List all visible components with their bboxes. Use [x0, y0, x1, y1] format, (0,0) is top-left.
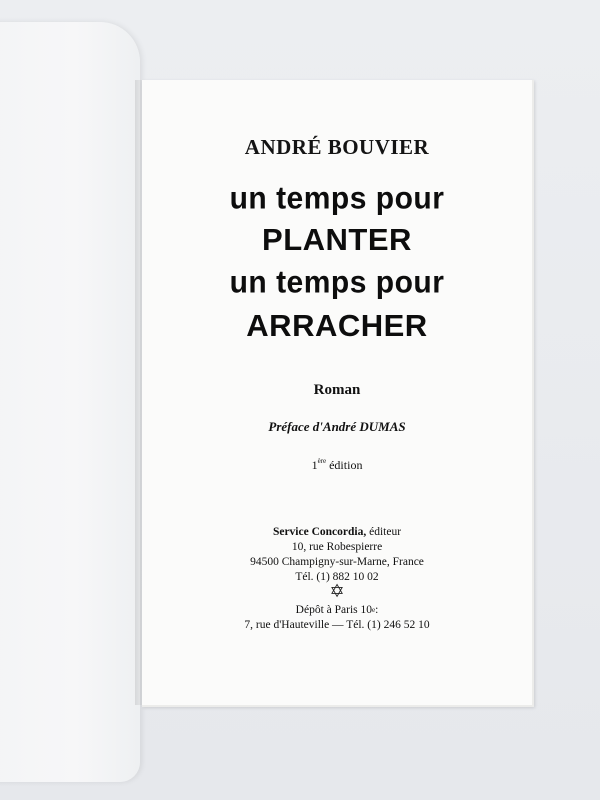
publisher-phone: Tél. (1) 882 10 02	[295, 571, 379, 583]
publisher-name: Service Concordia,	[272, 526, 367, 538]
depot-block	[142, 603, 532, 633]
title-page	[142, 80, 534, 707]
depot-superscript: e	[372, 606, 376, 614]
publisher-address-1: 10, rue Robespierre	[291, 541, 383, 553]
star-ornament-icon: ✡	[329, 581, 345, 601]
edition-superscript: ère	[317, 457, 327, 465]
depot-address: 7, rue d'Hauteville — Tél. (1) 246 52 10	[244, 619, 430, 631]
preface-credit: Préface d'André DUMAS	[268, 419, 406, 434]
title-line-1: un temps pour	[229, 181, 445, 216]
author-name: ANDRÉ BOUVIER	[244, 135, 430, 159]
title-line-2: PLANTER	[262, 222, 412, 257]
publisher-role: éditeur	[366, 526, 402, 538]
publisher-address-2: 94500 Champigny-sur-Marne, France	[250, 556, 424, 568]
genre-label: Roman	[313, 382, 361, 398]
depot-text: Dépôt à Paris 10	[295, 604, 373, 616]
publisher-block	[142, 525, 532, 585]
edition-text: édition	[326, 458, 363, 472]
edition-label	[142, 458, 532, 473]
edition-number: 1	[311, 458, 318, 472]
publisher-name-line	[142, 525, 532, 540]
depot-colon: :	[375, 604, 379, 616]
left-page	[0, 22, 140, 782]
title-line-3: un temps pour	[229, 265, 445, 300]
title-line-4: ARRACHER	[246, 308, 428, 343]
depot-line	[142, 603, 532, 618]
